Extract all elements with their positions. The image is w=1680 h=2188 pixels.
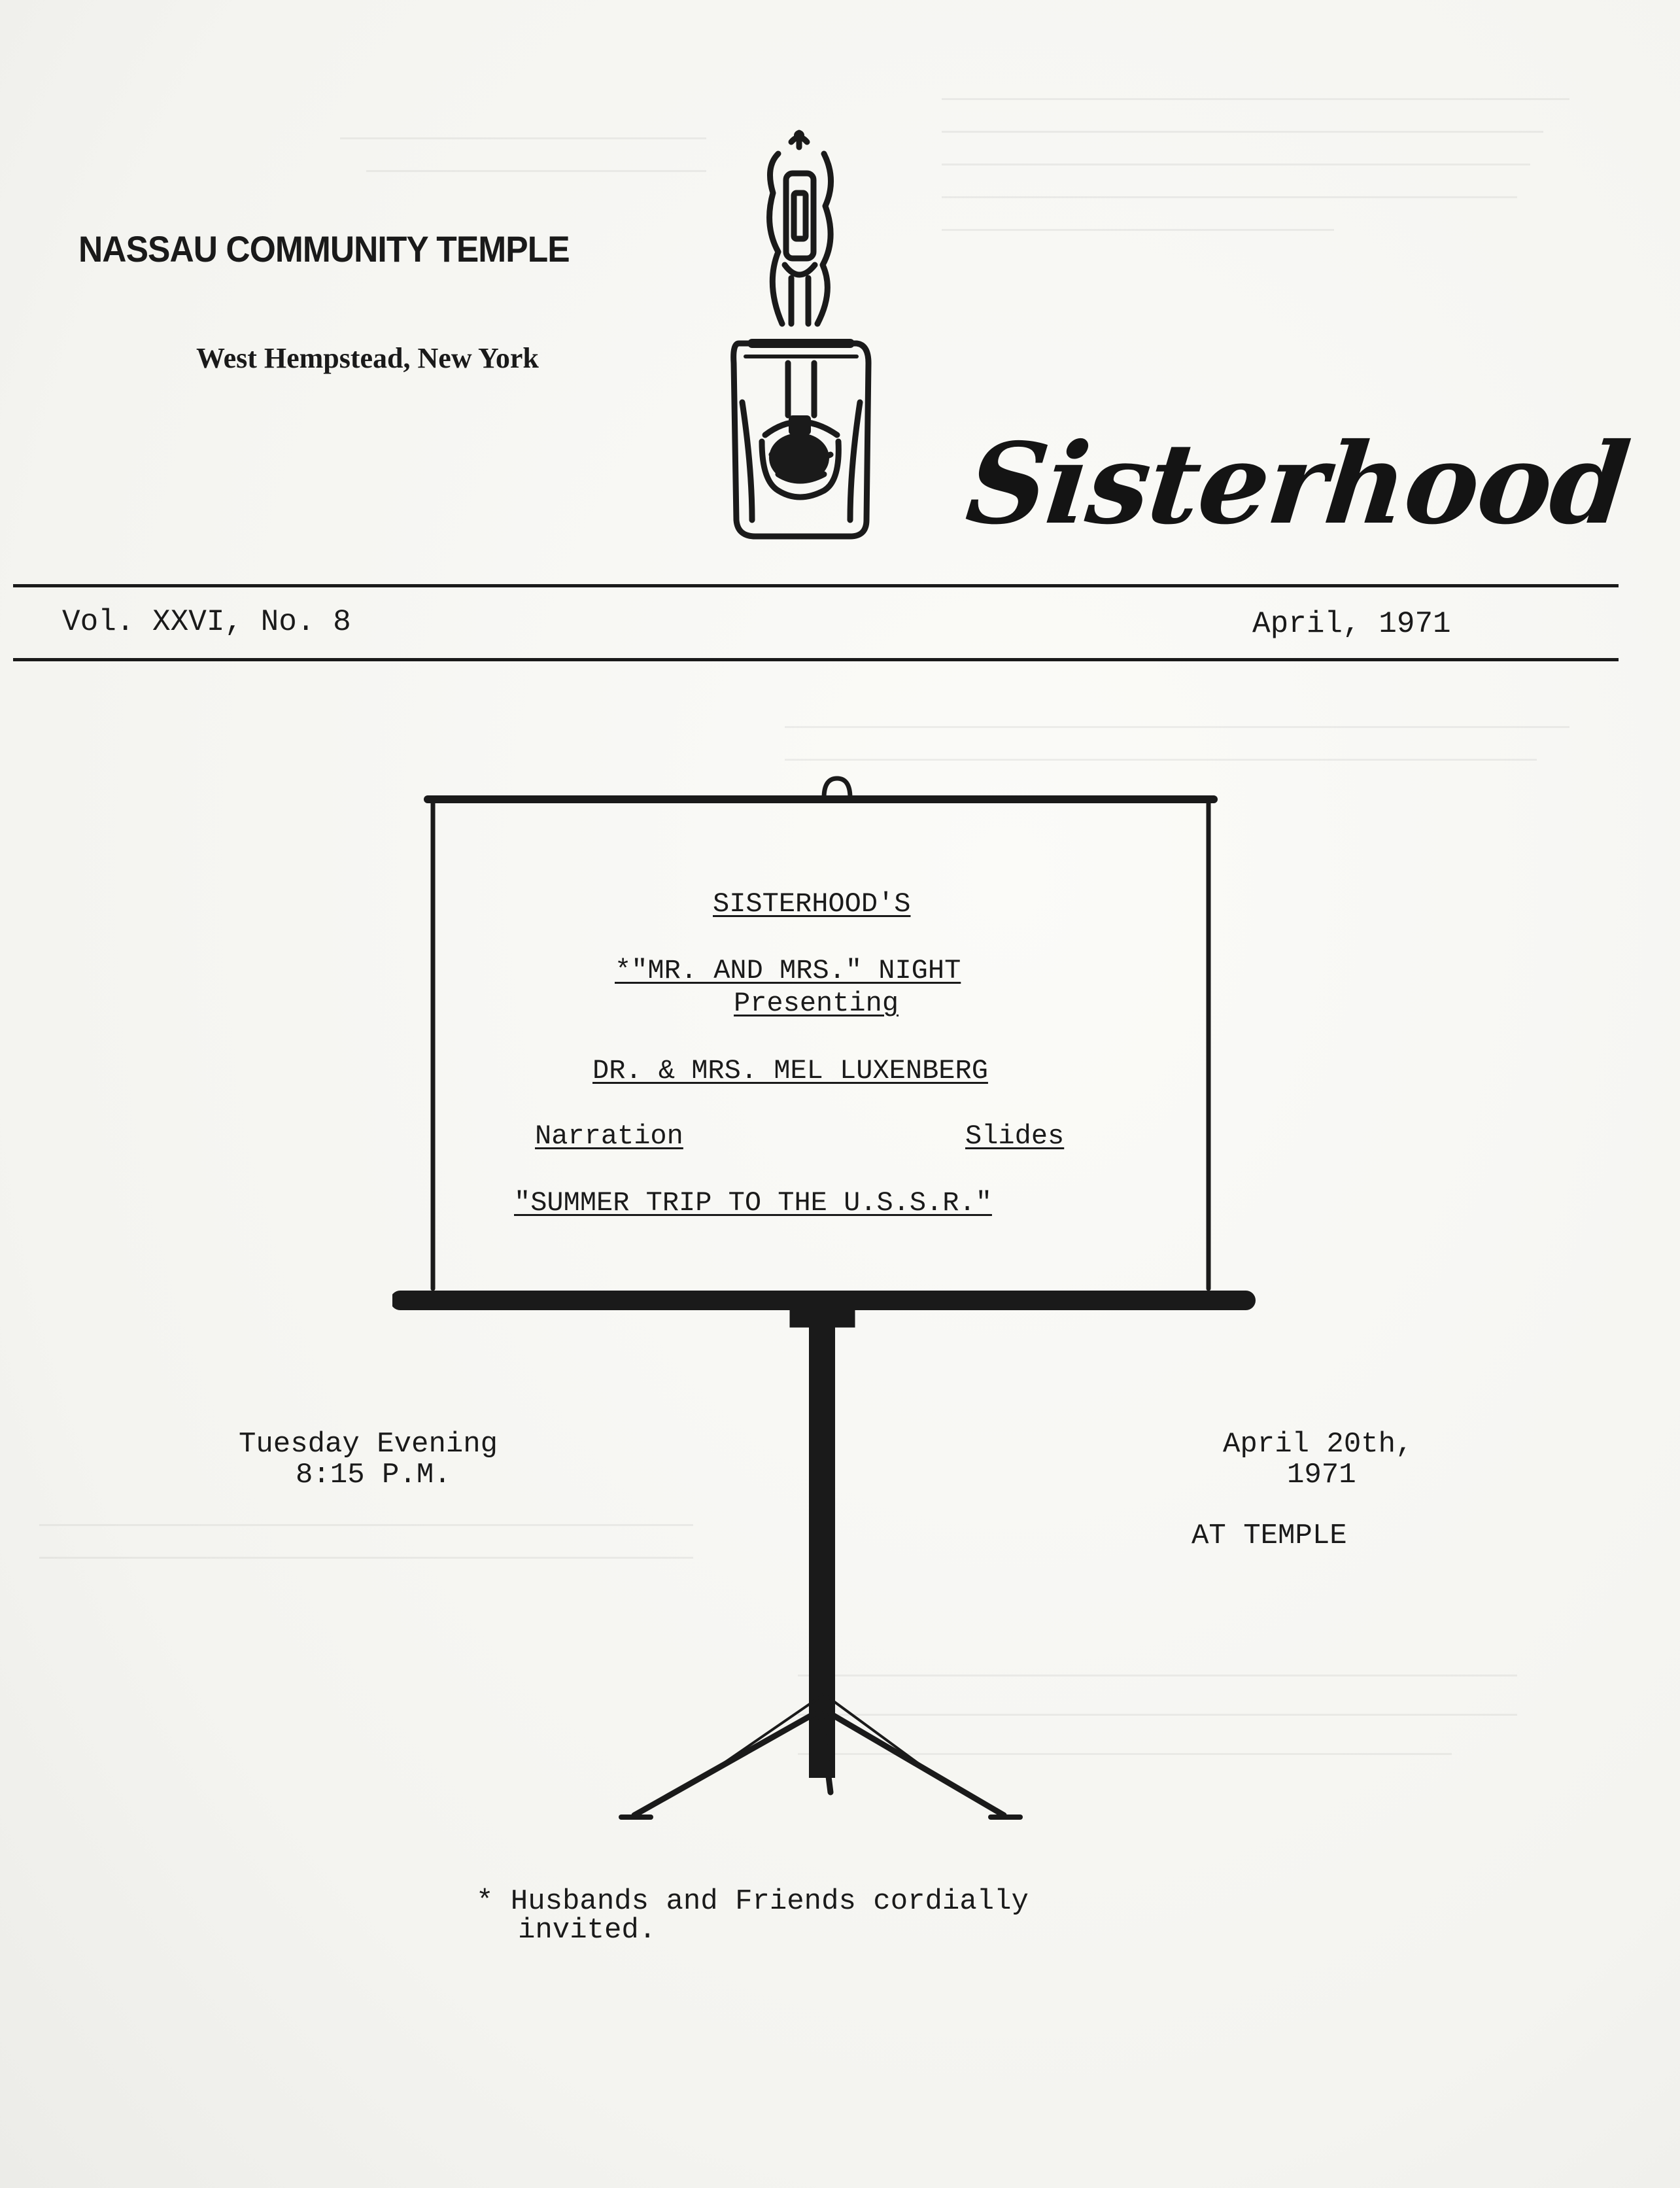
volume-number: Vol. XXVI, No. 8	[62, 605, 351, 639]
footnote-line-2: invited.	[518, 1914, 657, 1947]
slides-label: Slides	[965, 1120, 1065, 1152]
event-location: AT TEMPLE	[1191, 1519, 1347, 1552]
presenting-label: Presenting	[734, 988, 899, 1019]
event-time: 8:15 P.M.	[296, 1459, 451, 1491]
eternal-light-lamp-icon	[726, 128, 876, 546]
masthead-rule-bottom	[13, 658, 1619, 661]
narration-label: Narration	[535, 1120, 683, 1152]
footnote	[476, 1887, 1029, 1945]
masthead-rule-top	[13, 584, 1619, 587]
event-day: Tuesday Evening	[239, 1428, 498, 1461]
talk-topic: "SUMMER TRIP TO THE U.S.S.R."	[514, 1187, 992, 1219]
screen-heading: SISTERHOOD'S	[713, 888, 911, 920]
masthead-title: Sisterhood	[961, 419, 1635, 549]
temple-location: West Hempstead, New York	[196, 342, 539, 374]
projection-screen-illustration	[392, 772, 1256, 1825]
issue-date: April, 1971	[1252, 607, 1451, 641]
presenters: DR. & MRS. MEL LUXENBERG	[592, 1055, 988, 1086]
event-name: *"MR. AND MRS." NIGHT	[615, 955, 961, 986]
event-year: 1971	[1287, 1459, 1356, 1491]
temple-name: NASSAU COMMUNITY TEMPLE	[78, 228, 570, 269]
event-date: April 20th,	[1223, 1428, 1413, 1461]
footnote-line-1: * Husbands and Friends cordially	[476, 1885, 1029, 1918]
